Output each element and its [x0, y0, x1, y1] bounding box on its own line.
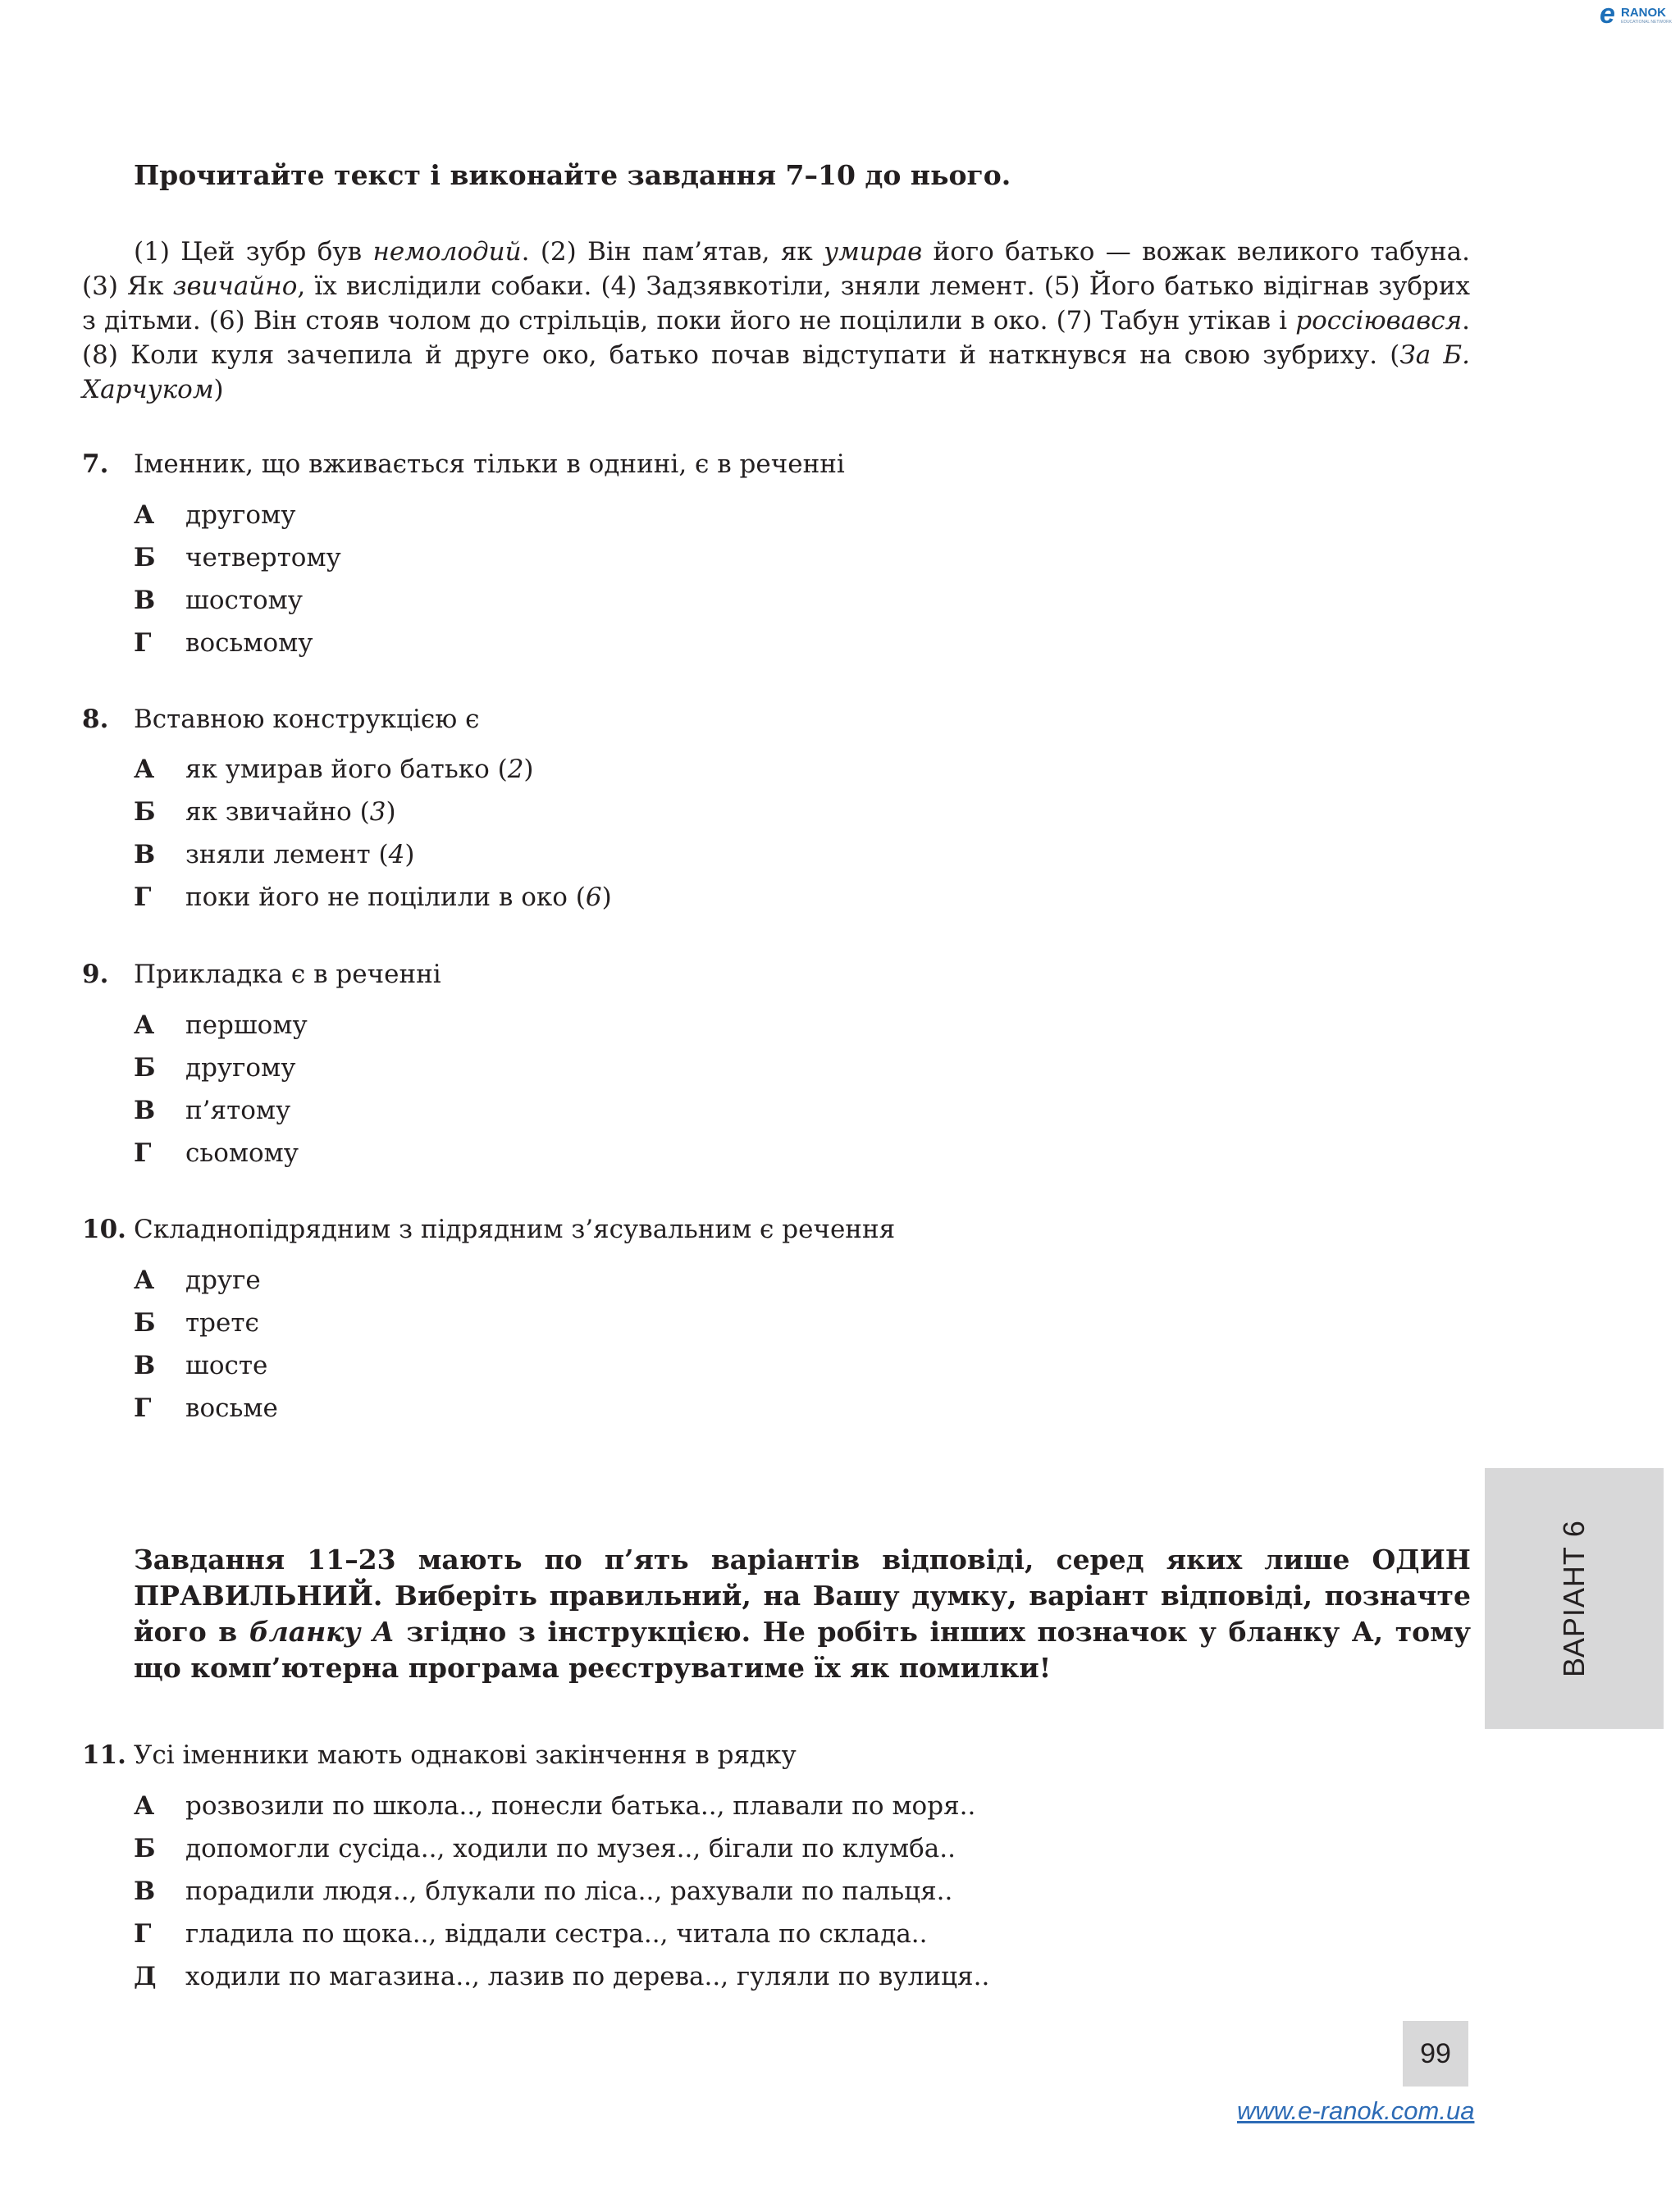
- question-number: 10.: [82, 1215, 126, 1244]
- option-text: восьмому: [185, 628, 313, 658]
- option-text: як умирав його батько (: [185, 755, 508, 784]
- passage-italic: умирав: [824, 237, 923, 267]
- option-text: як звичайно (: [185, 797, 370, 827]
- question-text: Вставною конструкцією є: [134, 705, 480, 734]
- passage-source: За Б. Харчуком: [82, 340, 1470, 404]
- option-text: порадили людя.., блукали по ліса.., рахували по пальця..: [185, 1877, 953, 1906]
- question-number: 7.: [82, 449, 109, 479]
- passage-italic: звичайно: [172, 271, 298, 301]
- option-letter: Г: [134, 1138, 152, 1168]
- answer-option[interactable]: [134, 1264, 261, 1297]
- option-text: сьомому: [185, 1138, 299, 1168]
- question-8: [82, 703, 479, 736]
- option-text: шосте: [185, 1351, 268, 1380]
- option-letter: Б: [134, 797, 156, 827]
- option-text: восьме: [185, 1393, 278, 1423]
- answer-option[interactable]: [134, 1392, 278, 1425]
- option-letter: Б: [134, 1053, 156, 1083]
- question-text: Усі іменники мають однакові закінчення в рядку: [134, 1740, 797, 1770]
- passage-italic: немолодий: [372, 237, 522, 267]
- option-letter: Б: [134, 1834, 156, 1863]
- sentence-number: 3: [369, 797, 386, 827]
- option-letter: В: [134, 1351, 156, 1380]
- answer-option[interactable]: [134, 1349, 267, 1382]
- option-text: друге: [185, 1266, 261, 1295]
- page-number: 99: [1403, 2021, 1468, 2087]
- option-letter: В: [134, 840, 156, 869]
- option-letter: А: [134, 755, 155, 784]
- option-letter: А: [134, 500, 155, 530]
- option-text: шостому: [185, 586, 304, 615]
- option-text-close: ): [523, 755, 534, 784]
- answer-option[interactable]: [134, 1832, 956, 1865]
- option-letter: В: [134, 1877, 156, 1906]
- option-letter: В: [134, 1096, 156, 1125]
- option-letter: Б: [134, 543, 156, 572]
- question-10: [82, 1213, 895, 1246]
- question-9: [82, 958, 441, 991]
- variant-side-tab: [1485, 1468, 1664, 1729]
- passage-text: . (8) Коли куля зачепила й друге око, батько почав відступати й наткнувся на свою зубриху. (: [82, 306, 1470, 370]
- question-text: Іменник, що вживається тільки в однині, є в реченні: [134, 449, 845, 479]
- answer-option[interactable]: [134, 1009, 308, 1042]
- option-text: п’ятому: [185, 1096, 291, 1125]
- sentence-number: 2: [507, 755, 524, 784]
- answer-option[interactable]: [134, 1051, 295, 1084]
- option-letter: А: [134, 1266, 155, 1295]
- option-letter: В: [134, 586, 156, 615]
- option-text: поки його не поцілили в око (: [185, 883, 586, 912]
- option-text: другому: [185, 1053, 296, 1083]
- question-number: 9.: [82, 960, 109, 989]
- option-text: третє: [185, 1308, 259, 1338]
- sentence-number: 6: [585, 883, 602, 912]
- passage-text: ): [213, 375, 224, 404]
- option-text: допомогли сусіда.., ходили по музея.., бігали по клумба..: [185, 1834, 956, 1863]
- question-text: Складнопідрядним з підрядним з’ясувальним є речення: [134, 1215, 896, 1244]
- answer-option[interactable]: [134, 1960, 989, 1993]
- logo-brand: RANOK: [1621, 6, 1666, 20]
- footer-link[interactable]: www.e-ranok.com.ua: [1237, 2096, 1475, 2125]
- logo-tagline: EDUCATIONAL NETWORK: [1621, 20, 1672, 25]
- answer-option[interactable]: [134, 1790, 975, 1822]
- answer-option[interactable]: [134, 584, 303, 617]
- option-letter: Г: [134, 628, 152, 658]
- option-text: зняли лемент (: [185, 840, 389, 869]
- answer-option[interactable]: [134, 499, 295, 531]
- question-11: [82, 1739, 797, 1772]
- option-letter: А: [134, 1010, 155, 1040]
- option-text: четвертому: [185, 543, 341, 572]
- question-number: 11.: [82, 1740, 126, 1770]
- passage-text: (1) Цей зубр був: [134, 237, 373, 267]
- publisher-logo: [1598, 0, 1672, 30]
- option-text: гладила по щока.., віддали сестра.., читала по склада..: [185, 1919, 928, 1949]
- passage-text: . (2) Він пам’ятав, як: [521, 237, 824, 267]
- answer-option[interactable]: [134, 838, 414, 871]
- reading-passage: [82, 235, 1470, 407]
- answer-option[interactable]: [134, 1875, 952, 1908]
- answer-option[interactable]: [134, 627, 313, 659]
- passage-italic: россіювався: [1295, 306, 1463, 335]
- variant-label: ВАРІАНТ 6: [1557, 1520, 1591, 1677]
- option-letter: Б: [134, 1308, 156, 1338]
- answer-option[interactable]: [134, 1307, 259, 1339]
- instructions-italic: бланку А: [249, 1616, 395, 1648]
- option-letter: Д: [134, 1962, 157, 1991]
- instructions: [134, 1542, 1471, 1686]
- option-text: розвозили по школа.., понесли батька.., плавали по моря..: [185, 1791, 976, 1821]
- question-7: [82, 448, 845, 481]
- answer-option[interactable]: [134, 881, 612, 914]
- instructions-text: Завдання 11–23 мають по п’ять варіантів відповіді, серед яких лише ОДИН ПРАВИЛЬНИЙ. Виберіть правильний, на Вашу думку, варіант відповіді, позначте його в: [134, 1544, 1471, 1648]
- question-text: Прикладка є в реченні: [134, 960, 441, 989]
- answer-option[interactable]: [134, 1094, 290, 1127]
- passage-text: його батько — вожак великого табуна. (3) Як: [82, 237, 1470, 301]
- answer-option[interactable]: [134, 753, 534, 786]
- option-text: другому: [185, 500, 296, 530]
- answer-option[interactable]: [134, 796, 396, 828]
- option-text-close: ): [601, 883, 612, 912]
- answer-option[interactable]: [134, 1137, 299, 1170]
- option-text-close: ): [404, 840, 415, 869]
- logo-mark: e: [1600, 0, 1615, 30]
- instructions-text: згідно з інструкцією. Не робіть інших позначок у бланку А, тому що комп’ютерна програма реєструватиме їх як помилки!: [134, 1616, 1471, 1684]
- answer-option[interactable]: [134, 1918, 928, 1950]
- option-letter: Г: [134, 1393, 152, 1423]
- option-text-close: ): [386, 797, 396, 827]
- sentence-number: 4: [388, 840, 405, 869]
- option-letter: А: [134, 1791, 155, 1821]
- question-number: 8.: [82, 705, 109, 734]
- answer-option[interactable]: [134, 541, 341, 574]
- task-heading: Прочитайте текст і виконайте завдання 7–10 до нього.: [134, 159, 1011, 191]
- option-letter: Г: [134, 883, 152, 912]
- option-letter: Г: [134, 1919, 152, 1949]
- option-text: ходили по магазина.., лазив по дерева.., гуляли по вулиця..: [185, 1962, 990, 1991]
- option-text: першому: [185, 1010, 308, 1040]
- passage-text: , їх вислідили собаки. (4) Задзявкотіли, зняли лемент. (5) Його батько відігнав зубрих з дітьми. (6) Він стояв чолом до стрільців, поки його не поцілили в око. (7) Табун утікав і: [82, 271, 1471, 335]
